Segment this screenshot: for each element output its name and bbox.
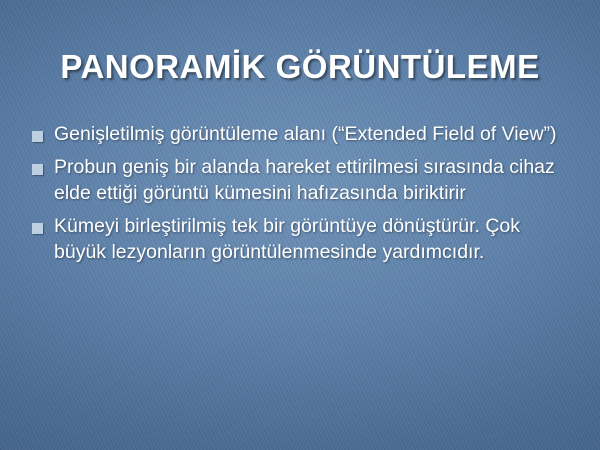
- bullet-text: Genişletilmiş görüntüleme alanı (“Extended Field of View”): [54, 123, 557, 145]
- square-bullet-icon: [32, 131, 43, 142]
- slide-title: PANORAMİK GÖRÜNTÜLEME: [60, 48, 540, 85]
- list-item: [32, 122, 572, 148]
- slide-body: [32, 122, 572, 273]
- bullet-text: Kümeyi birleştirilmiş tek bir görüntüye dönüştürür. Çok büyük lezyonların görüntülenmesinde yardımcıdır.: [54, 214, 521, 263]
- list-item: [32, 214, 572, 266]
- square-bullet-icon: [32, 223, 43, 234]
- bullet-text: Probun geniş bir alanda hareket ettirilmesi sırasında cihaz elde ettiği görüntü kümesini hafızasında biriktirir: [54, 155, 555, 204]
- list-item: [32, 155, 572, 207]
- square-bullet-icon: [32, 164, 43, 175]
